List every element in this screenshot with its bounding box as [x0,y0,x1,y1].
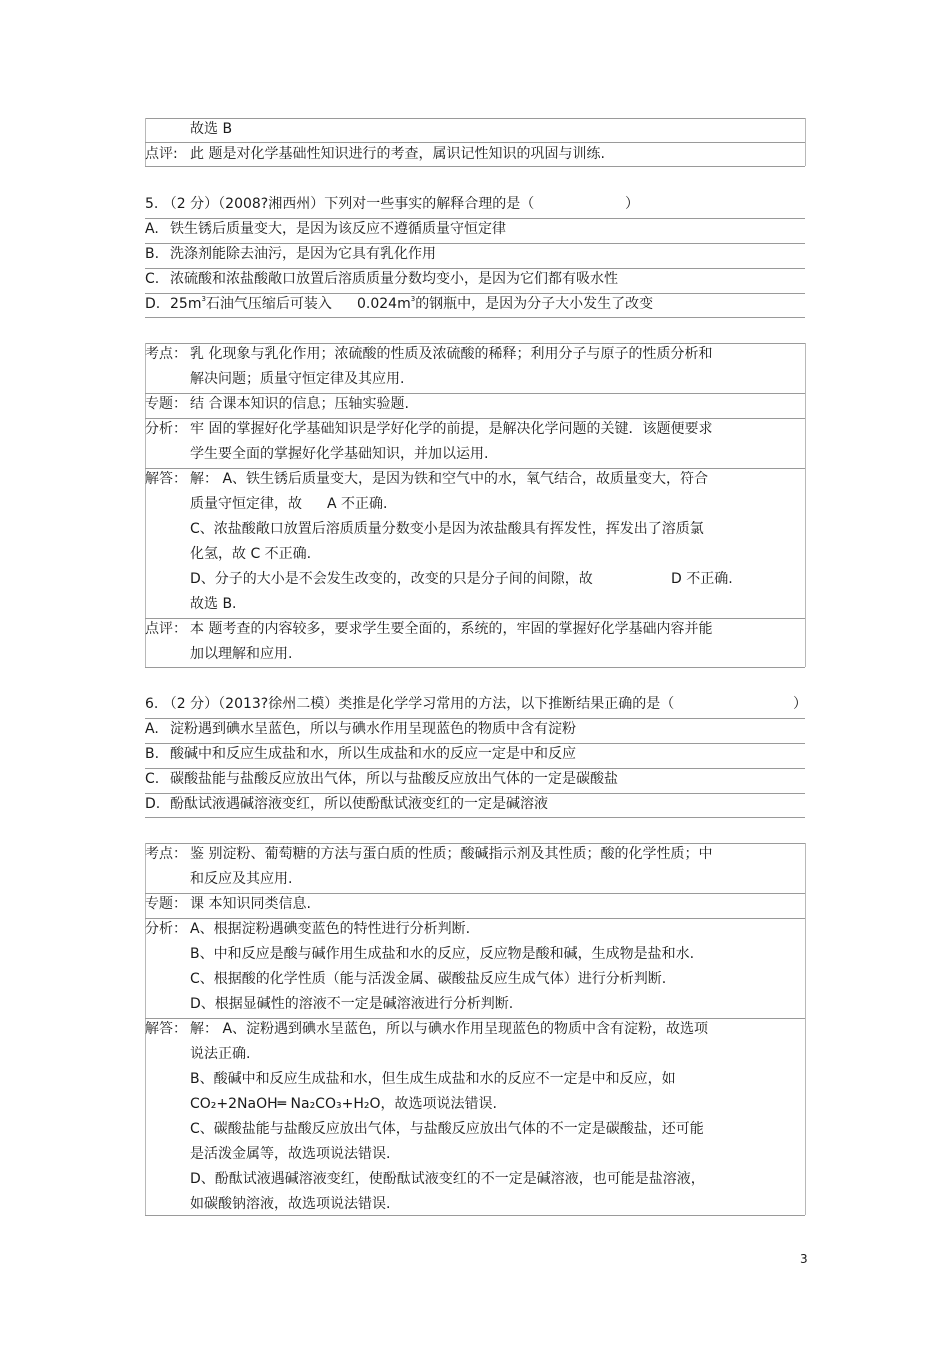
zhuanti-text: 结 合课本知识的信息；压轴实验题. [190,396,409,412]
jieda-label: 解答： [145,1021,187,1037]
table-border [145,317,805,318]
kaodian-label: 考点： [145,846,187,862]
jieda-text: 故选 B. [190,596,237,612]
jieda-text: CO₂+2NaOH═ Na₂CO₃+H₂O，故选项说法错误. [190,1096,497,1112]
table-border [145,268,805,269]
option-text-part: 的钢瓶中，是因为分子大小发生了改变 [415,296,654,312]
jieda-text: 如碳酸钠溶液，故选项说法错误. [190,1196,391,1212]
table-border [145,166,805,167]
jieda-text: D、分子的大小是不会发生改变的，改变的只是分子间的间隙，故 [190,571,593,587]
fenxi-text: C、根据酸的化学性质（能与活泼金属、碳酸盐反应生成气体）进行分析判断. [190,971,667,987]
table-border [145,768,805,769]
table-border [805,843,806,1215]
fenxi-text: 学生要全面的掌握好化学基础知识，并加以运用. [190,446,489,462]
superscript: 3 [201,295,206,303]
jieda-text: 是活泼金属等，故选项说法错误. [190,1146,391,1162]
dianping-text: 加以理解和应用. [190,646,293,662]
superscript: 3 [410,295,416,303]
table-border [145,743,805,744]
fenxi-text: A、根据淀粉遇碘变蓝色的特性进行分析判断. [190,921,471,937]
table-border [145,118,805,119]
kaodian-label: 考点： [145,346,187,362]
table-border [805,343,806,667]
jieda-text: 解： A、铁生锈后质量变大，是因为铁和空气中的水，氧气结合，故质量变大，符合 [190,471,709,487]
table-border [145,793,805,794]
jieda-text: D 不正确. [671,571,733,587]
option-text: 碳酸盐能与盐酸反应放出气体，所以与盐酸反应放出气体的一定是碳酸盐 [170,771,618,787]
table-border [145,293,805,294]
fenxi-label: 分析： [145,921,187,937]
dianping-text: 本 题考查的内容较多，要求学生要全面的，系统的，牢固的掌握好化学基础内容并能 [190,621,713,637]
jieda-text: 解： A、淀粉遇到碘水呈蓝色，所以与碘水作用呈现蓝色的物质中含有淀粉，故选项 [190,1021,709,1037]
option-text: 酚酞试液遇碱溶液变红，所以使酚酞试液变红的一定是碱溶液 [170,796,548,812]
jieda-text: 说法正确. [190,1046,251,1062]
fenxi-text: B、中和反应是酸与碱作用生成盐和水的反应，反应物是酸和碱，生成物是盐和水. [190,946,695,962]
table-border [145,343,805,344]
table-border [145,843,805,844]
page-number: 3 [800,1252,808,1266]
jieda-label: 解答： [145,471,187,487]
question-stem: 5. （2 分）（2008?湘西州）下列对一些事实的解释合理的是（ [145,196,535,212]
option-text: 酸碱中和反应生成盐和水，所以生成盐和水的反应一定是中和反应 [170,746,576,762]
option-text: 铁生锈后质量变大，是因为该反应不遵循质量守恒定律 [170,221,506,237]
option-label: B. [145,746,160,762]
option-label: D. [145,796,161,812]
option-label: B. [145,246,160,262]
option-label: A. [145,221,159,237]
choice-text: 故选 B [190,121,233,137]
table-border [145,1215,805,1216]
jieda-text: 质量守恒定律，故 [190,496,302,512]
review-text: 此 题是对化学基础性知识进行的考查，属识记性知识的巩固与训练. [190,146,605,162]
option-text-part: 石油气压缩后可装入 [205,296,332,312]
kaodian-text: 鉴 别淀粉、葡萄糖的方法与蛋白质的性质；酸碱指示剂及其性质；酸的化学性质；中 [190,846,713,862]
option-text [357,295,653,313]
zhuanti-text: 课 本知识同类信息. [190,896,311,912]
table-border [145,243,805,244]
option-text-part: 25m [170,296,202,312]
table-border [145,893,805,894]
question-stem-close: ） [625,196,639,212]
jieda-text: C、浓盐酸敞口放置后溶质质量分数变小是因为浓盐酸具有挥发性，挥发出了溶质氯 [190,521,704,537]
review-label: 点评: [145,146,178,162]
table-border [145,142,805,143]
dianping-label: 点评： [145,621,187,637]
table-border [145,468,805,469]
option-text: 洗涤剂能除去油污，是因为它具有乳化作用 [170,246,436,262]
kaodian-text: 和反应及其应用. [190,871,293,887]
fenxi-text: D、根据显碱性的溶液不一定是碱溶液进行分析判断. [190,996,514,1012]
table-border [145,1018,805,1019]
option-label: C. [145,271,160,287]
table-border [805,118,806,166]
option-text: 浓硫酸和浓盐酸敞口放置后溶质质量分数均变小，是因为它们都有吸水性 [170,271,618,287]
option-text-part: 0.024m [357,296,411,312]
table-border [145,618,805,619]
jieda-text: D、酚酞试液遇碱溶液变红，使酚酞试液变红的不一定是碱溶液，也可能是盐溶液， [190,1171,705,1187]
table-border [145,667,805,668]
zhuanti-label: 专题： [145,896,187,912]
option-text: 淀粉遇到碘水呈蓝色，所以与碘水作用呈现蓝色的物质中含有淀粉 [170,721,576,737]
table-border [145,418,805,419]
fenxi-label: 分析： [145,421,187,437]
option-text [170,295,332,313]
zhuanti-label: 专题： [145,396,187,412]
table-border [145,393,805,394]
table-border [145,218,805,219]
question-stem-close: ） [793,696,807,712]
jieda-text: A 不正确. [327,496,388,512]
option-label: D. [145,296,161,312]
jieda-text: B、酸碱中和反应生成盐和水，但生成生成盐和水的反应不一定是中和反应，如 [190,1071,676,1087]
question-stem: 6. （2 分）（2013?徐州二模）类推是化学学习常用的方法，以下推断结果正确的是（ [145,696,675,712]
fenxi-text: 牢 固的掌握好化学基础知识是学好化学的前提，是解决化学问题的关键．该题便要求 [190,421,713,437]
option-label: A. [145,721,159,737]
kaodian-text: 解决问题；质量守恒定律及其应用. [190,371,405,387]
table-border [145,918,805,919]
kaodian-text: 乳 化现象与乳化作用；浓硫酸的性质及浓硫酸的稀释；利用分子与原子的性质分析和 [190,346,713,362]
jieda-text: 化氢，故 C 不正确. [190,546,312,562]
table-border [145,817,805,818]
jieda-text: C、碳酸盐能与盐酸反应放出气体，与盐酸反应放出气体的不一定是碳酸盐，还可能 [190,1121,704,1137]
table-border [145,718,805,719]
option-label: C. [145,771,160,787]
